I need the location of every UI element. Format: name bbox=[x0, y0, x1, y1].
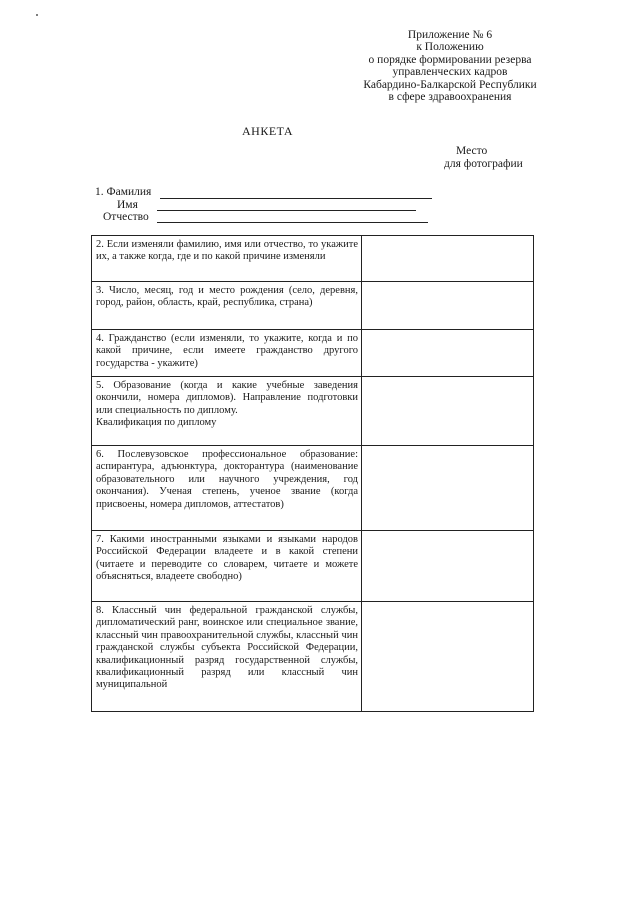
photo-label-line1: Место bbox=[456, 145, 488, 157]
answer-cell[interactable] bbox=[362, 330, 534, 377]
question-text-qualification: Квалификация по диплому bbox=[96, 417, 217, 429]
question-text: 5. Образование (когда и какие учебные заведения окончили, номера дипломов). Направление подготовки или специальность по диплому. bbox=[96, 380, 358, 416]
appendix-line: к Положению bbox=[416, 41, 484, 54]
first-name-label: Имя bbox=[117, 199, 138, 211]
answer-cell[interactable] bbox=[362, 282, 534, 330]
patronymic-field[interactable] bbox=[157, 222, 428, 223]
surname-label: 1. Фамилия bbox=[95, 186, 152, 198]
table-row bbox=[92, 531, 534, 602]
answer-cell[interactable] bbox=[362, 236, 534, 282]
appendix-header bbox=[340, 29, 560, 103]
table-row bbox=[92, 330, 534, 377]
appendix-line: о порядке формировании резерва bbox=[368, 53, 532, 66]
question-cell: 8. Классный чин федеральной гражданской службы, дипломатический ранг, воинское или специальное звание, классный чин правоохранительной службы, классный чин гражданской службы субъекта Российской Федерации, квалификационный разряд государственной службы, квалификационный разряд или классный чин муниципальной bbox=[92, 602, 362, 712]
table-row bbox=[92, 377, 534, 446]
scan-speck bbox=[36, 14, 38, 16]
question-cell: 3. Число, месяц, год и место рождения (село, деревня, город, район, область, край, республика, страна) bbox=[92, 282, 362, 330]
question-cell: 4. Гражданство (если изменяли, то укажите, когда и по какой причине, если имеете гражданство другого государства - укажите) bbox=[92, 330, 362, 377]
table-row bbox=[92, 236, 534, 282]
answer-cell[interactable] bbox=[362, 377, 534, 446]
surname-field[interactable] bbox=[160, 198, 432, 199]
appendix-line: Приложение № 6 bbox=[407, 29, 493, 41]
answer-cell[interactable] bbox=[362, 446, 534, 531]
form-title: АНКЕТА bbox=[242, 124, 294, 138]
table-row bbox=[92, 282, 534, 330]
photo-placeholder bbox=[444, 145, 523, 171]
appendix-line: Кабардино-Балкарской Республики bbox=[363, 78, 537, 91]
answer-cell[interactable] bbox=[362, 531, 534, 602]
question-cell: 6. Послевузовское профессиональное образование: аспирантура, адъюнктура, докторантура (наименование образовательного или научного учреждения, год окончания). Ученая степень, ученое звание (когда присвоены, номера дипломов, аттестатов) bbox=[92, 446, 362, 531]
answer-cell[interactable] bbox=[362, 602, 534, 712]
questionnaire-table bbox=[91, 235, 534, 712]
photo-label-line2: для фотографии bbox=[444, 158, 523, 170]
question-cell: 2. Если изменяли фамилию, имя или отчество, то укажите их, а также когда, где и по какой причине изменяли bbox=[92, 236, 362, 282]
appendix-line: управленческих кадров bbox=[392, 66, 508, 79]
first-name-field[interactable] bbox=[157, 210, 416, 211]
table-row bbox=[92, 602, 534, 712]
patronymic-label: Отчество bbox=[103, 211, 149, 223]
table-row bbox=[92, 446, 534, 531]
appendix-line: в сфере здравоохранения bbox=[388, 91, 512, 104]
question-cell: 7. Какими иностранными языками и языками народов Российской Федерации владеете и в какой степени (читаете и переводите со словарем, читаете и можете объясняться, владеете свободно) bbox=[92, 531, 362, 602]
question-cell bbox=[92, 377, 362, 446]
